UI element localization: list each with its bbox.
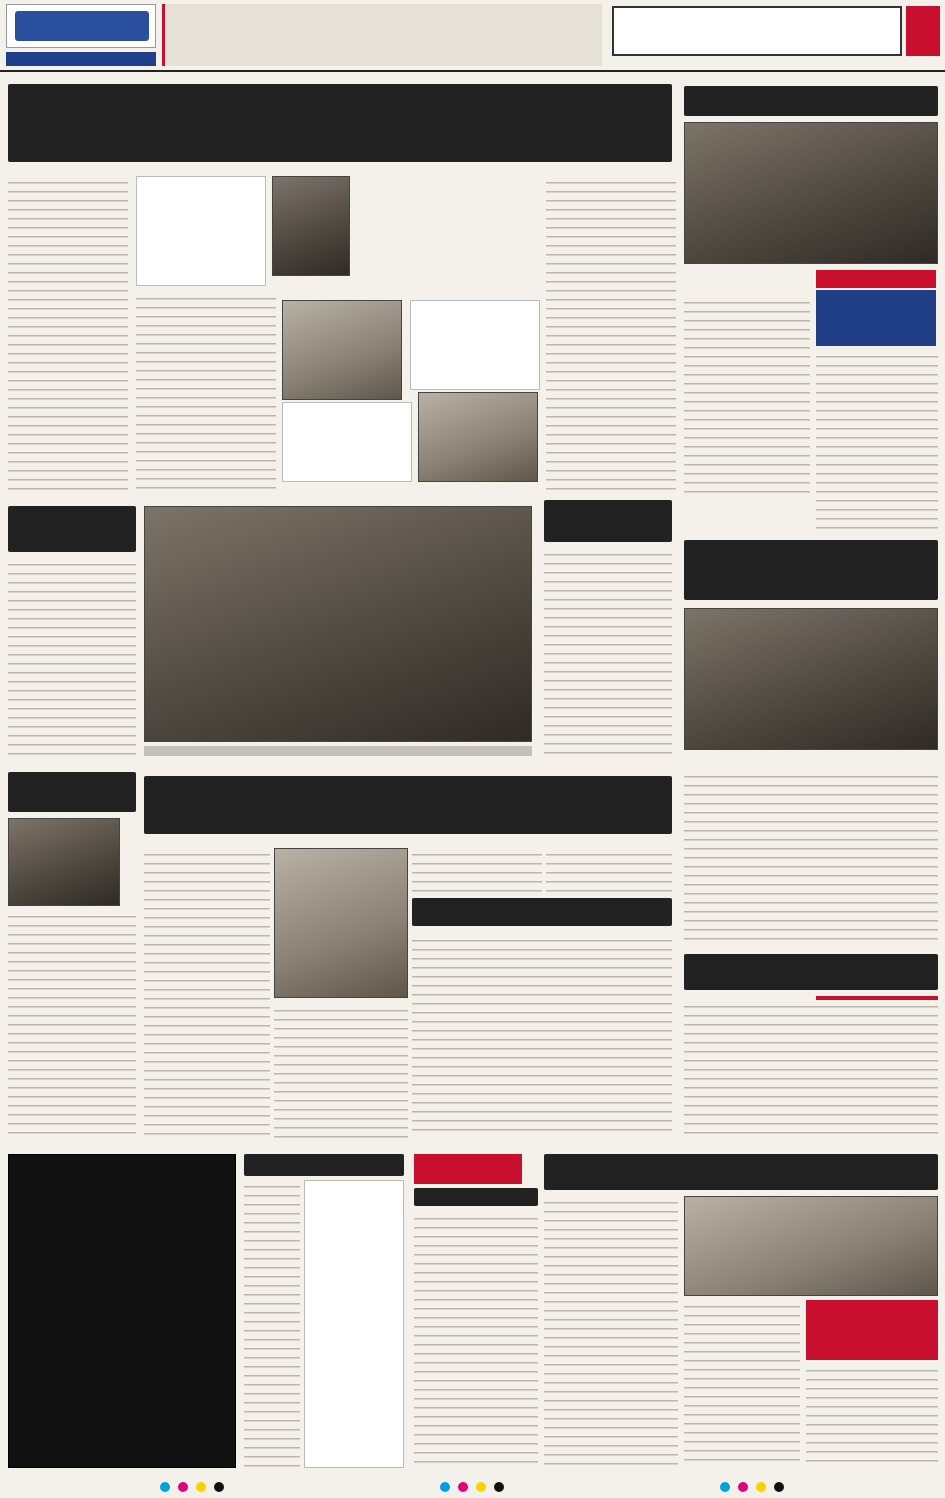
history-badge xyxy=(414,1154,522,1184)
petition-headline xyxy=(144,776,672,834)
defence-headline xyxy=(544,1154,938,1190)
print-registration-marks xyxy=(0,1476,945,1498)
advocate-column xyxy=(412,934,672,1138)
registration-mark xyxy=(476,1482,486,1492)
lead-column-2 xyxy=(136,292,276,492)
dateline xyxy=(6,52,156,66)
registration-mark xyxy=(196,1482,206,1492)
registration-mark xyxy=(160,1482,170,1492)
defence-column-1 xyxy=(544,1196,678,1468)
accident-column xyxy=(684,770,938,946)
court-column xyxy=(684,1000,938,1138)
lead-quote-scindia xyxy=(410,300,540,390)
arrest-column-2 xyxy=(816,350,938,530)
registration-mark xyxy=(720,1482,730,1492)
page-header xyxy=(0,0,945,72)
defence-callout xyxy=(806,1300,938,1360)
petition-column-2 xyxy=(274,1004,408,1138)
protest-caption xyxy=(144,746,532,756)
registration-mark xyxy=(178,1482,188,1492)
airport-column xyxy=(544,548,672,758)
elections-headline xyxy=(8,506,136,552)
arrest-headline xyxy=(684,86,938,116)
accident-headline xyxy=(684,540,938,600)
photo-kejriwal xyxy=(8,818,120,906)
registration-mark xyxy=(214,1482,224,1492)
swearing-headline xyxy=(8,772,136,812)
top-teaser xyxy=(162,4,602,66)
photo-protest xyxy=(144,506,532,742)
section-title xyxy=(612,6,902,56)
photo-vinay-sharma xyxy=(274,848,408,998)
photo-scindia xyxy=(418,392,538,482)
weather-notes xyxy=(244,1180,300,1468)
page-number xyxy=(906,6,940,56)
petition-column-3 xyxy=(412,848,542,898)
petition-column-1 xyxy=(144,848,270,1138)
registration-mark xyxy=(738,1482,748,1492)
lead-headline xyxy=(8,84,672,162)
logo-icon xyxy=(15,11,149,41)
weather-map xyxy=(8,1154,236,1468)
airport-headline xyxy=(544,500,672,542)
lead-quote-jairam xyxy=(282,402,412,482)
weather-table xyxy=(304,1180,404,1468)
arrest-sidebar xyxy=(816,290,936,346)
masthead xyxy=(6,4,156,66)
photo-amit-shah xyxy=(272,176,350,276)
registration-mark xyxy=(774,1482,784,1492)
registration-mark xyxy=(440,1482,450,1492)
court-headline xyxy=(684,954,938,990)
registration-mark xyxy=(494,1482,504,1492)
advocate-headline xyxy=(412,898,672,926)
masthead-logo xyxy=(6,4,156,48)
arrest-tag xyxy=(816,270,936,288)
photo-arrest xyxy=(684,122,938,264)
defence-column-3 xyxy=(806,1364,938,1468)
photo-jairam-ramesh xyxy=(282,300,402,400)
history-column xyxy=(414,1212,538,1468)
lead-quote-shah xyxy=(136,176,266,286)
swearing-column xyxy=(8,910,136,1138)
registration-mark xyxy=(458,1482,468,1492)
photo-accident xyxy=(684,608,938,750)
registration-mark xyxy=(756,1482,766,1492)
history-headline xyxy=(414,1188,538,1206)
petition-column-4 xyxy=(546,848,672,898)
lead-column-1 xyxy=(8,176,128,496)
photo-helicopter xyxy=(684,1196,938,1296)
arrest-column xyxy=(684,296,810,496)
elections-column xyxy=(8,558,136,758)
lead-column-3 xyxy=(546,176,676,496)
defence-column-2 xyxy=(684,1300,800,1468)
weather-headline xyxy=(244,1154,404,1176)
